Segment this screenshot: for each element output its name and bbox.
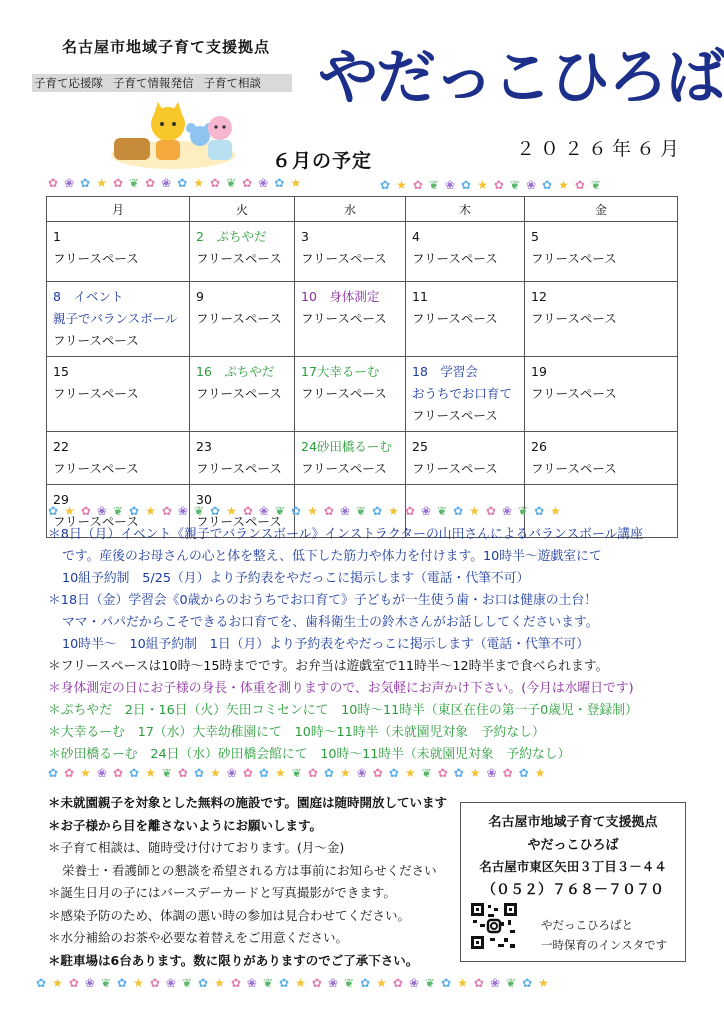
org-name: 名古屋市地域子育て支援拠点 (62, 38, 271, 56)
calendar-day-cell: 12 フリースペース (525, 282, 678, 357)
calendar-day-cell: 24砂田橋るーむ フリースペース (295, 432, 406, 485)
calendar-day-cell: 26 フリースペース (525, 432, 678, 485)
calendar-day-cell: 18 学習会 おうちでお口育て フリースペース (406, 357, 525, 432)
contact-name: やだっこひろば (527, 838, 619, 853)
schedule-title: ６月の予定 (272, 150, 373, 172)
weekday-header: 水 (295, 197, 406, 222)
event-label: 親子でバランスボール (53, 311, 178, 326)
calendar-week-row (47, 222, 678, 282)
event-label: 16 ぷちやだ (196, 364, 275, 379)
insta-note: 一時保育のインスタです (541, 938, 668, 952)
info-line: ＊駐車場は6台あります。数に限りがありますのでご了承下さい。 (48, 952, 419, 968)
decorative-garland: ✿ ❀ ✿ ★ ✿ ❦ ✿ ❀ ✿ ★ ✿ ❦ ✿ ❀ ✿ ★ (48, 176, 302, 190)
weekday-header: 木 (406, 197, 525, 222)
tagline: 子育て情報発信 (113, 76, 194, 90)
event-label: 8 イベント (53, 289, 124, 304)
calendar-day-cell: 4 フリースペース (406, 222, 525, 282)
calendar-day-cell: 8 イベント 親子でバランスボール フリースペース (47, 282, 190, 357)
event-label: 18 学習会 (412, 364, 478, 379)
note-line: ＊砂田橋るーむ 24日（水）砂田橋会館にて 10時～11時半（未就園児対象 予約なし） (48, 747, 571, 762)
calendar-day-cell: 19 フリースペース (525, 357, 678, 432)
calendar-day-cell: 11 フリースペース (406, 282, 525, 357)
insta-note: やだっこひろばと (541, 918, 633, 932)
note-line: です。産後のお母さんの心と体を整え、低下した筋力や体力を付けます。10時半～遊戯室にて (62, 549, 602, 564)
calendar-day-cell: 16 ぷちやだ フリースペース (190, 357, 295, 432)
note-line: ＊身体測定の日にお子様の身長・体重を測りますので、お気軽にお声かけ下さい。(今月は水曜日です) (48, 681, 634, 696)
calendar-day-cell: 25 フリースペース (406, 432, 525, 485)
weekday-header: 金 (525, 197, 678, 222)
decorative-garland: ✿ ★ ✿ ❀ ❦ ✿ ★ ✿ ❀ ❦ ✿ ★ ✿ ❀ ❦ ✿ ★ ✿ ❀ ❦ ✿ ★ ✿ ❀ ❦ ✿ ★ ✿ ❀ ❦ ✿ ★ (36, 976, 549, 990)
info-line: 栄養士・看護師との懇談を希望される方は事前にお知らせください (62, 862, 437, 878)
event-label: 10 身体測定 (301, 289, 380, 304)
contact-org: 名古屋市地域子育て支援拠点 (488, 815, 658, 830)
event-label: おうちでお口育て (412, 386, 512, 401)
info-line: ＊子育て相談は、随時受け付けております。(月～金) (48, 840, 345, 855)
note-line: ＊ぷちやだ 2日・16日（火）矢田コミセンにて 10時～11時半（東区在住の第一子0歳児・登録制） (48, 703, 638, 718)
calendar-day-cell: 29 フリースペース (47, 485, 190, 538)
calendar-day-cell: 9 フリースペース (190, 282, 295, 357)
decorative-garland: ✿ ★ ✿ ❀ ❦ ✿ ★ ✿ ❀ ❦ ✿ ★ ✿ ❀ ❦ ✿ ★ ✿ ❀ ❦ ✿ ★ ✿ ❀ ❦ ✿ ★ ✿ ❀ ❦ ✿ ★ (48, 504, 561, 518)
tagline: 子育て相談 (203, 76, 261, 90)
decorative-garland: ✿ ✿ ★ ❀ ✿ ✿ ★ ❦ ✿ ✿ ★ ❀ ✿ ✿ ★ ❦ ✿ ✿ ★ ❀ ✿ ✿ ★ ❦ ✿ ✿ ★ ❀ ✿ ✿ ★ (48, 766, 546, 780)
decorative-garland: ✿ ★ ✿ ❦ ❀ ✿ ★ ✿ ❦ ❀ ✿ ★ ✿ ❦ (380, 178, 601, 192)
note-line: ＊大幸るーむ 17（水）大幸幼稚園にて 10時～11時半（未就園児対象 予約なし） (48, 725, 545, 740)
contact-address: 名古屋市東区矢田３丁目３－４４ (479, 859, 667, 874)
info-line: ＊感染予防のため、体調の悪い時の参加は見合わせてください。 (48, 907, 411, 923)
calendar-day-cell: 10 身体測定 フリースペース (295, 282, 406, 357)
info-line: ＊誕生日月の子にはバースデーカードと写真撮影ができます。 (48, 885, 396, 900)
event-notes (48, 524, 708, 766)
facility-info (48, 792, 468, 972)
calendar-day-cell: 23 フリースペース (190, 432, 295, 485)
event-label: 24砂田橋るーむ (301, 439, 392, 454)
calendar-day-cell: 30 フリースペース (190, 485, 295, 538)
calendar-table (46, 196, 678, 538)
tagline: 子育て応援隊 (34, 76, 103, 90)
info-line: ＊未就園親子を対象とした無料の施設です。園庭は随時開放しています (48, 795, 448, 810)
info-line: ＊水分補給のお茶や必要な着替えをご用意ください。 (48, 930, 349, 945)
calendar-day-cell: 5 フリースペース (525, 222, 678, 282)
calendar-day-cell: 1 フリースペース (47, 222, 190, 282)
calendar-week-row (47, 282, 678, 357)
weekday-header: 月 (47, 197, 190, 222)
qr-code-icon[interactable] (470, 902, 518, 950)
info-line: ＊お子様から目を離さないようにお願いします。 (48, 817, 323, 833)
tagline-bar (32, 74, 292, 92)
characters-illustration (108, 100, 238, 170)
calendar-day-cell: 22 フリースペース (47, 432, 190, 485)
note-line: 10組予約制 5/25（月）より予約表をやだっこに掲示します（電話・代筆不可） (62, 571, 530, 586)
calendar-day-cell: 15 フリースペース (47, 357, 190, 432)
note-line: 10時半～ 10組予約制 1日（月）より予約表をやだっこに掲示します（電話・代筆不可） (62, 637, 589, 652)
calendar-header-row (47, 197, 678, 222)
note-line: ＊フリースペースは10時～15時までです。お弁当は遊戯室で11時半～12時半まで食べられます。 (48, 659, 609, 674)
note-line: ママ・パパだからこそできるお口育てを、歯科衛生士の鈴木さんがお話ししてくださいます。 (62, 615, 599, 630)
event-label: 17大幸るーむ (301, 364, 380, 379)
issue-date: ２０２６年６月 (516, 138, 685, 160)
brand-title: やだっこひろば (318, 43, 724, 113)
calendar-week-row (47, 432, 678, 485)
note-line: ＊8日（月）イベント《親子でバランスボール》インストラクターの山田さんによるバランスボール講座 (48, 527, 643, 542)
event-label: 2 ぷちやだ (196, 229, 267, 244)
calendar-day-cell: 17大幸るーむ フリースペース (295, 357, 406, 432)
calendar-day-cell: 2 ぷちやだ フリースペース (190, 222, 295, 282)
calendar-week-row (47, 357, 678, 432)
note-line: ＊18日（金）学習会《0歳からのおうちでお口育て》子どもが一生使う歯・お口は健康の土台！ (48, 593, 597, 608)
calendar-day-cell: 3 フリースペース (295, 222, 406, 282)
contact-phone: （０５２）７６８－７０７０ (482, 882, 664, 898)
weekday-header: 火 (190, 197, 295, 222)
